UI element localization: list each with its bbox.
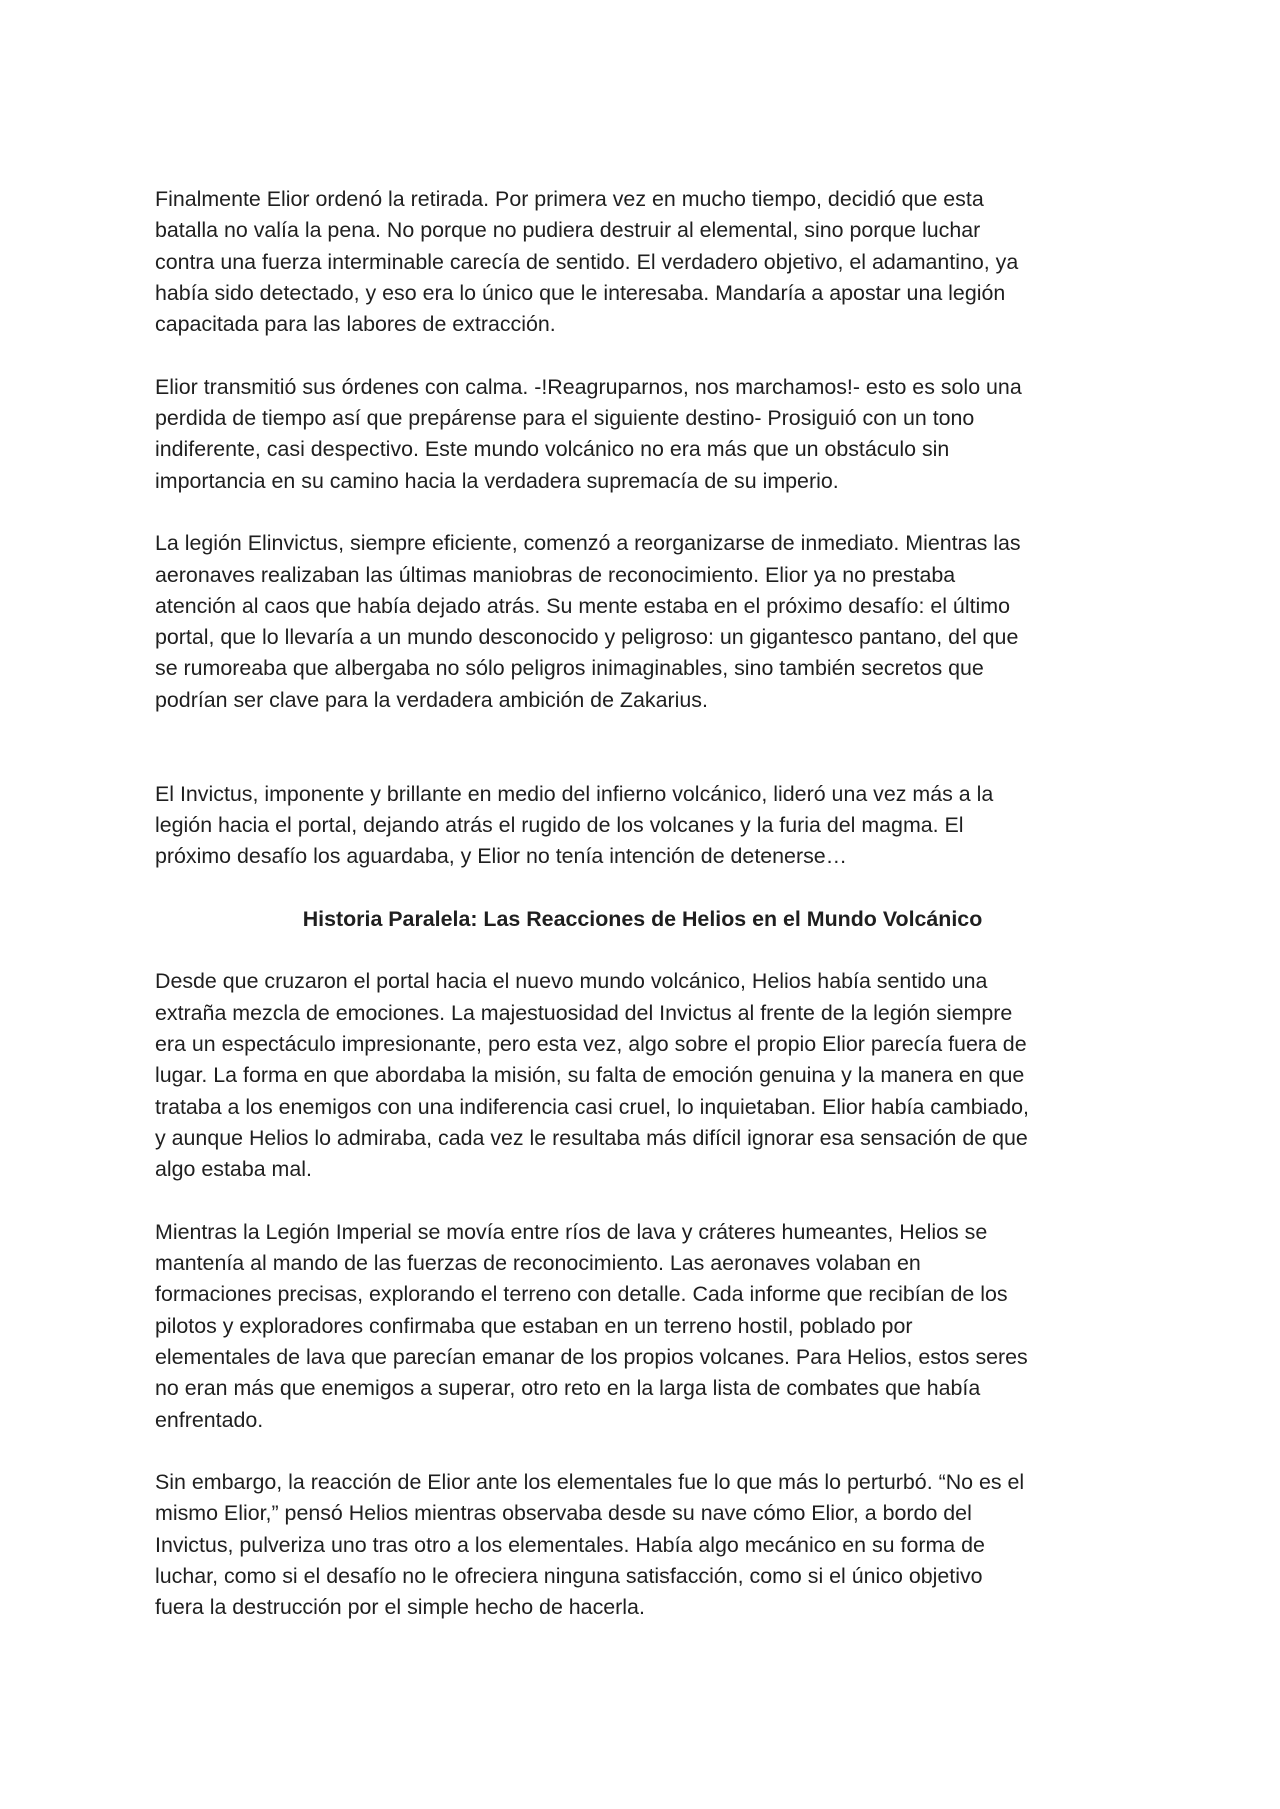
text-line: Elior transmitió sus órdenes con calma. -!Reagruparnos, nos marchamos!- esto es solo una [155, 374, 1022, 399]
paragraph [155, 1217, 1130, 1436]
text-line: y aunque Helios lo admiraba, cada vez le resultaba más difícil ignorar esa sensación de que [155, 1125, 1028, 1150]
text-line: enfrentado. [155, 1407, 264, 1432]
text-line: Mientras la Legión Imperial se movía entre ríos de lava y cráteres humeantes, Helios se [155, 1219, 988, 1244]
document-body [155, 184, 1130, 1655]
text-line: batalla no valía la pena. No porque no pudiera destruir al elemental, sino porque luchar [155, 218, 981, 243]
text-line: fuera la destrucción por el simple hecho de hacerla. [155, 1595, 645, 1620]
text-line: legión hacia el portal, dejando atrás el rugido de los volcanes y la furia del magma. El [155, 812, 964, 837]
paragraph [155, 372, 1130, 497]
text-line: lugar. La forma en que abordaba la misión, su falta de emoción genuina y la manera en que [155, 1063, 1025, 1088]
text-line: atención al caos que había dejado atrás. Su mente estaba en el próximo desafío: el último [155, 593, 1010, 618]
section-heading: Historia Paralela: Las Reacciones de Helios en el Mundo Volcánico [302, 906, 983, 931]
text-line: importancia en su camino hacia la verdadera supremacía de su imperio. [155, 468, 839, 493]
paragraph [155, 184, 1130, 340]
text-line: luchar, como si el desafío no le ofreciera ninguna satisfacción, como si el único objetivo [155, 1564, 983, 1589]
text-line: Desde que cruzaron el portal hacia el nuevo mundo volcánico, Helios había sentido una [155, 969, 988, 994]
text-line: era un espectáculo impresionante, pero esta vez, algo sobre el propio Elior parecía fuera de [155, 1032, 1027, 1057]
text-line: mismo Elior,” pensó Helios mientras observaba desde su nave cómo Elior, a bordo del [155, 1501, 972, 1526]
paragraph [155, 1467, 1130, 1623]
text-line: capacitada para las labores de extracción. [155, 312, 556, 337]
text-line: extraña mezcla de emociones. La majestuosidad del Invictus al frente de la legión siempre [155, 1000, 1013, 1025]
text-line: pilotos y exploradores confirmaba que estaban en un terreno hostil, poblado por [155, 1313, 913, 1338]
paragraph [155, 779, 1130, 873]
text-line: próximo desafío los aguardaba, y Elior no tenía intención de detenerse… [155, 844, 848, 869]
paragraph [155, 966, 1130, 1185]
text-line: indiferente, casi despectivo. Este mundo volcánico no era más que un obstáculo sin [155, 437, 950, 462]
text-line: Finalmente Elior ordenó la retirada. Por primera vez en mucho tiempo, decidió que esta [155, 187, 984, 211]
text-line: formaciones precisas, explorando el terreno con detalle. Cada informe que recibían de los [155, 1282, 1008, 1307]
text-line: perdida de tiempo así que prepárense para el siguiente destino- Prosiguió con un tono [155, 406, 975, 431]
text-line: elementales de lava que parecían emanar de los propios volcanes. Para Helios, estos seres [155, 1344, 1028, 1369]
text-line: no eran más que enemigos a superar, otro reto en la larga lista de combates que había [155, 1376, 981, 1401]
text-line: La legión Elinvictus, siempre eficiente, comenzó a reorganizarse de inmediato. Mientras las [155, 531, 1021, 556]
text-line: se rumoreaba que albergaba no sólo peligros inimaginables, sino también secretos que [155, 656, 984, 681]
text-line: trataba a los enemigos con una indiferencia casi cruel, lo inquietaban. Elior había cambiado, [155, 1094, 1029, 1119]
text-line: mantenía al mando de las fuerzas de reconocimiento. Las aeronaves volaban en [155, 1251, 921, 1276]
text-line: contra una fuerza interminable carecía de sentido. El verdadero objetivo, el adamantino, ya [155, 249, 1019, 274]
text-line: podrían ser clave para la verdadera ambición de Zakarius. [155, 687, 708, 712]
text-line: portal, que lo llevaría a un mundo desconocido y peligroso: un gigantesco pantano, del que [155, 625, 1019, 650]
text-line: algo estaba mal. [155, 1157, 312, 1182]
text-line: había sido detectado, y eso era lo único que le interesaba. Mandaría a apostar una legión [155, 280, 1006, 305]
text-line: Sin embargo, la reacción de Elior ante los elementales fue lo que más lo perturbó. “No es el [155, 1470, 1025, 1495]
text-line: aeronaves realizaban las últimas maniobras de reconocimiento. Elior ya no prestaba [155, 562, 956, 587]
text-line: Invictus, pulveriza uno tras otro a los elementales. Había algo mecánico en su forma de [155, 1532, 985, 1557]
text-line: El Invictus, imponente y brillante en medio del infierno volcánico, lideró una vez más a la [155, 781, 994, 806]
paragraph [155, 528, 1130, 716]
